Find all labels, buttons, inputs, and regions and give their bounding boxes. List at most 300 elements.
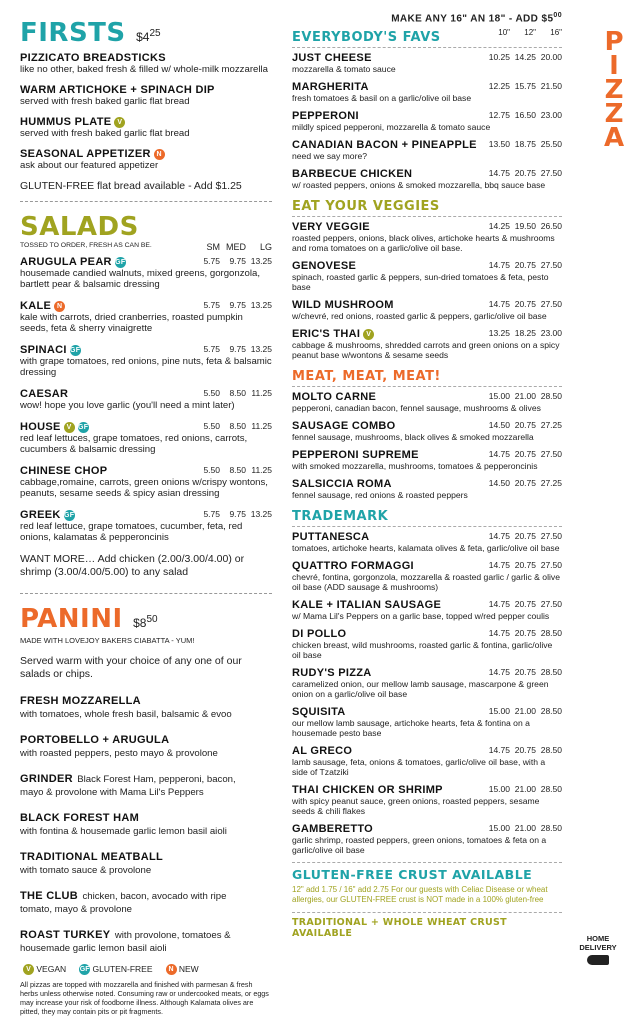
- price: 8.50: [229, 388, 246, 398]
- item-prices: [484, 81, 562, 91]
- item-name: PEPPERONI: [292, 110, 359, 123]
- gluten-free-icon: GF: [115, 258, 126, 266]
- price: 27.50: [540, 168, 562, 179]
- price: 14.25: [488, 221, 510, 232]
- item-prices: [484, 823, 562, 833]
- price: 15.00: [488, 706, 510, 717]
- item-prices: [484, 628, 562, 638]
- item-prices: [484, 391, 562, 401]
- item-desc: like no other, baked fresh & filled w/ whole-milk mozzarella: [20, 64, 268, 75]
- item-desc: wow! hope you love garlic (you'll need a mint later): [20, 400, 235, 411]
- salads-title: SALADS: [20, 212, 139, 242]
- item-prices: [484, 478, 562, 488]
- gf-crust-title: GLUTEN-FREE CRUST AVAILABLE: [292, 867, 533, 883]
- new-icon: N: [154, 149, 165, 160]
- vegan-icon: V: [363, 329, 374, 340]
- item-inline-desc: chicken, bacon, avocado with ripe: [82, 891, 227, 902]
- price: 13.25: [250, 300, 272, 310]
- price: 15.75: [514, 81, 536, 92]
- item-name: BLACK FOREST HAM: [20, 812, 140, 824]
- vegan-icon: V: [23, 964, 34, 975]
- price: 28.50: [540, 628, 562, 639]
- price: 27.50: [540, 260, 562, 271]
- item-name: MOLTO CARNE: [292, 391, 377, 404]
- legend-new: N NEW: [163, 964, 199, 975]
- item-name: SQUISITA: [292, 706, 346, 719]
- price: 19.50: [514, 221, 536, 232]
- price: 13.25: [250, 256, 272, 266]
- pizza-size: 16": [550, 28, 562, 38]
- salads-want-more: WANT MORE… Add chicken (2.00/3.00/4.00) or shrimp (3.00/4.00/5.00) to any salad: [20, 553, 245, 578]
- price: 5.50: [203, 421, 220, 431]
- legend-vegan: V VEGAN: [20, 964, 66, 975]
- price: 26.50: [540, 221, 562, 232]
- item-name: HUMMUS PLATE V: [20, 116, 272, 128]
- panini-item: [20, 808, 272, 837]
- menu-item: [20, 116, 272, 139]
- firsts-header: [20, 18, 272, 48]
- gluten-free-icon: GF: [63, 511, 75, 519]
- item-desc: tomato, mayo & provolone: [20, 904, 132, 915]
- item-desc: roasted peppers, onions, black olives, artichoke hearts & mushrooms and roma tomatoes on a garlic/olive oil base.: [292, 233, 555, 254]
- price: 15.00: [488, 784, 510, 795]
- price: 21.00: [514, 784, 536, 795]
- price: 5.75: [203, 344, 220, 354]
- item-desc: kale with carrots, dried cranberries, roasted pumpkin seeds, feta & sherry vinaigrette: [20, 312, 243, 334]
- panini-header: [20, 604, 272, 634]
- size-sm: SM: [206, 242, 220, 252]
- pizza-section-header: [292, 28, 562, 48]
- salad-item: [20, 256, 272, 290]
- item-desc: chicken breast, wild mushrooms, roasted garlic & fontina, garlic/olive oil base: [292, 640, 553, 661]
- item-prices: [484, 449, 562, 459]
- pointing-hand-icon: [587, 955, 609, 965]
- pizza-item: [292, 449, 562, 471]
- pizza-item: [292, 221, 562, 253]
- item-name: KALE + ITALIAN SAUSAGE: [292, 599, 442, 612]
- panini-item: [20, 886, 272, 915]
- pizza-item: [292, 628, 562, 660]
- pizza-item: [292, 139, 562, 161]
- item-desc: our mellow lamb sausage, artichoke hearts, feta & fontina on a housemade pesto base: [292, 718, 530, 739]
- price: 27.50: [540, 531, 562, 542]
- item-name: HOUSE V GF: [20, 421, 89, 433]
- price: 14.75: [488, 628, 510, 639]
- salads-header: [20, 212, 272, 242]
- price: 10.25: [488, 52, 510, 63]
- item-desc: chevré, fontina, gorgonzola, mozzarella & roasted garlic / garlic & olive oil base (ADD sausage & mushrooms): [292, 572, 560, 593]
- new-icon: N: [166, 964, 177, 975]
- item-prices: [484, 139, 562, 149]
- item-desc: with roasted peppers, pesto mayo & provolone: [20, 748, 218, 759]
- item-name: SEASONAL APPETIZER N: [20, 148, 272, 160]
- price: 28.50: [540, 823, 562, 834]
- item-prices: [484, 299, 562, 309]
- new-icon: N: [54, 301, 65, 312]
- item-name: CHINESE CHOP: [20, 465, 108, 477]
- item-name: PIZZICATO BREADSTICKS: [20, 52, 166, 64]
- panini-title: PANINI: [20, 604, 123, 634]
- panini-list: [20, 691, 272, 954]
- item-desc: with grape tomatoes, red onions, pine nuts, feta & balsamic dressing: [20, 356, 272, 378]
- item-name: BARBECUE CHICKEN: [292, 168, 413, 181]
- item-prices: [484, 52, 562, 62]
- pizza-item: [292, 706, 562, 738]
- price: 14.75: [488, 531, 510, 542]
- gf-crust-desc: 12" add 1.75 / 16" add 2.75 For our guests with Celiac Disease or wheat allergies, our GLUTEN-FREE crust is NOT made in a 100% gluten-free: [292, 885, 548, 904]
- right-column: [292, 12, 562, 939]
- item-desc: with smoked mozzarella, mushrooms, tomatoes & pepperoncinis: [292, 461, 538, 472]
- item-desc: housemade candied walnuts, mixed greens, gorgonzola, bartlett pear & balsamic dressing: [20, 268, 260, 290]
- item-name: THAI CHICKEN OR SHRIMP: [292, 784, 443, 797]
- salads-list: [20, 256, 272, 543]
- price: 20.75: [514, 478, 536, 489]
- price: 8.50: [229, 465, 246, 475]
- item-desc: served with fresh baked garlic flat bread: [20, 96, 190, 107]
- item-desc: with fontina & housemade garlic lemon basil aioli: [20, 826, 227, 837]
- price: 13.50: [488, 139, 510, 150]
- price: 14.25: [514, 52, 536, 63]
- item-name: GENOVESE: [292, 260, 357, 273]
- panini-item: [20, 730, 272, 759]
- traditional-crust: TRADITIONAL + WHOLE WHEAT CRUST AVAILABLE: [292, 912, 562, 939]
- pizza-item: [292, 531, 562, 553]
- item-desc: fennel sausage, mushrooms, black olives & smoked mozzarella: [292, 432, 534, 443]
- price: 13.25: [250, 509, 272, 519]
- salad-item: [20, 300, 272, 334]
- price: 5.75: [203, 300, 220, 310]
- pizza-item: [292, 478, 562, 500]
- price: 28.50: [540, 667, 562, 678]
- panini-subtitle: MADE WITH LOVEJOY BAKERS CIABATTA - YUM!: [20, 636, 195, 645]
- item-name: VERY VEGGIE: [292, 221, 370, 234]
- top-banner: MAKE ANY 16" AN 18" - ADD $\$5^{00}$: [391, 12, 562, 25]
- price: 20.75: [514, 599, 536, 610]
- pizza-item: [292, 391, 562, 413]
- price: 14.75: [488, 560, 510, 571]
- price: 27.50: [540, 560, 562, 571]
- price: 27.50: [540, 299, 562, 310]
- item-desc: w/ Mama Lil's Peppers on a garlic base, topped w/red pepper coulis: [292, 611, 550, 622]
- pizza-section-title: EVERYBODY'S FAVS: [292, 30, 441, 46]
- salads-subheader: [20, 242, 272, 252]
- item-desc: lamb sausage, feta, onions & tomatoes, garlic/olive oil base, with a side of Tzatziki: [292, 757, 546, 778]
- firsts-price: $\$4^{25}$: [136, 28, 161, 44]
- item-prices: [484, 560, 562, 570]
- price: 5.50: [203, 388, 220, 398]
- price: 27.25: [540, 478, 562, 489]
- item-prices: [484, 745, 562, 755]
- item-desc: garlic shrimp, roasted peppers, green onions, tomatoes & feta on a garlic/olive oil base: [292, 835, 547, 856]
- item-desc: red leaf lettuce, grape tomatoes, cucumber, feta, red onions, kalamatas & pepperoncinis: [20, 521, 243, 543]
- panini-item: [20, 691, 272, 720]
- item-inline-desc: with provolone, tomatoes &: [114, 930, 231, 941]
- price: 28.50: [540, 391, 562, 402]
- item-prices: [484, 110, 562, 120]
- item-prices: [194, 509, 272, 519]
- pizza-item: [292, 168, 562, 190]
- pizza-size: 10": [498, 28, 510, 38]
- pizza-section-title: TRADEMARK: [292, 509, 389, 525]
- item-desc: cabbage & mushrooms, shredded carrots and green onions on a spicy peanut base w/wontons & sesame seeds: [292, 340, 560, 361]
- pizza-item: [292, 599, 562, 621]
- panini-item: [20, 925, 272, 954]
- price: 28.50: [540, 784, 562, 795]
- item-prices: [484, 599, 562, 609]
- price: 11.25: [251, 388, 272, 398]
- item-inline-desc: Black Forest Ham, pepperoni, bacon,: [77, 774, 236, 785]
- price: 16.50: [514, 110, 536, 121]
- item-name: THE CLUB: [20, 890, 79, 902]
- item-name: KALE N: [20, 300, 65, 312]
- left-column: [20, 18, 272, 1016]
- vegan-icon: V: [114, 117, 125, 128]
- price: 9.75: [229, 300, 246, 310]
- price: 20.75: [514, 560, 536, 571]
- item-prices: [484, 420, 562, 430]
- price: 12.75: [488, 110, 510, 121]
- price: 21.00: [514, 823, 536, 834]
- salad-item: [20, 465, 272, 499]
- item-prices: [194, 465, 272, 475]
- price: 5.75: [203, 256, 220, 266]
- price: 20.75: [514, 299, 536, 310]
- price: 9.75: [229, 509, 246, 519]
- fine-print: All pizzas are topped with mozzarella and finished with parmesan & fresh herbs unless otherwise noted. Consuming raw or undercooked meats, or eggs may increase your risk of foodborne illness. Although Kalamata olives are pitted, they may contain pits or pit fragments.: [20, 980, 269, 1016]
- item-name: WARM ARTICHOKE + SPINACH DIP: [20, 84, 215, 96]
- item-name: PORTOBELLO + ARUGULA: [20, 734, 170, 746]
- item-desc: mayo & provolone with Mama Lil's Peppers: [20, 787, 204, 798]
- price: 28.50: [540, 745, 562, 756]
- price: 14.75: [488, 168, 510, 179]
- price: 14.75: [488, 667, 510, 678]
- item-name: MARGHERITA: [292, 81, 369, 94]
- item-desc: mildly spiced pepperoni, mozzarella & tomato sauce: [292, 122, 491, 133]
- item-prices: [194, 388, 272, 398]
- pizza-item: [292, 260, 562, 292]
- size-lg: LG: [259, 242, 272, 252]
- item-name: JUST CHEESE: [292, 52, 372, 65]
- item-name: DI POLLO: [292, 628, 347, 641]
- pizza-item: [292, 560, 562, 592]
- divider: [20, 593, 272, 594]
- salad-item: [20, 388, 272, 411]
- price: 14.75: [488, 599, 510, 610]
- firsts-list: [20, 52, 272, 171]
- salad-item: [20, 344, 272, 378]
- item-name: CAESAR: [20, 388, 69, 400]
- price: 20.75: [514, 745, 536, 756]
- pizza-item: [292, 110, 562, 132]
- gluten-free-icon: GF: [79, 966, 90, 974]
- price: 5.75: [203, 509, 220, 519]
- item-desc: tomatoes, artichoke hearts, kalamata olives & feta, garlic/olive oil base: [292, 543, 560, 554]
- pizza-item: [292, 784, 562, 816]
- item-name: CANADIAN BACON + PINEAPPLE: [292, 139, 477, 152]
- legend-gluten-free: GF GLUTEN-FREE: [79, 964, 153, 974]
- item-name: ROAST TURKEY: [20, 929, 111, 941]
- item-desc: with spicy peanut sauce, green onions, roasted peppers, sesame seeds & chili flakes: [292, 796, 540, 817]
- price: 20.75: [514, 531, 536, 542]
- panini-price: $\$8^{50}$: [133, 614, 158, 630]
- price: 11.25: [251, 421, 272, 431]
- price: 21.50: [540, 81, 562, 92]
- price: 18.75: [514, 139, 536, 150]
- pizza-item: [292, 745, 562, 777]
- item-prices: [484, 328, 562, 338]
- price: 20.75: [514, 667, 536, 678]
- price: 9.75: [229, 256, 246, 266]
- pizza-item: [292, 420, 562, 442]
- item-desc: pepperoni, canadian bacon, fennel sausage, mushrooms & olives: [292, 403, 541, 414]
- price: 15.00: [488, 823, 510, 834]
- price: 21.00: [514, 706, 536, 717]
- price: 18.25: [514, 328, 536, 339]
- price: 20.75: [514, 420, 536, 431]
- legend: [20, 964, 272, 975]
- pizza-item: [292, 81, 562, 103]
- item-name: FRESH MOZZARELLA: [20, 695, 141, 707]
- item-name: SALSICCIA ROMA: [292, 478, 392, 491]
- price: 25.50: [540, 139, 562, 150]
- item-desc: housemade garlic lemon basil aioli: [20, 943, 167, 954]
- pizza-item: [292, 52, 562, 74]
- price: 27.25: [540, 420, 562, 431]
- pizza-item: [292, 823, 562, 855]
- price: 27.50: [540, 449, 562, 460]
- price: 14.75: [488, 745, 510, 756]
- item-prices: [194, 421, 272, 431]
- item-desc: caramelized onion, our mellow lamb sausage, mascarpone & green onion on a garlic/olive oil base: [292, 679, 549, 700]
- item-desc: fresh tomatoes & basil on a garlic/olive oil base: [292, 93, 472, 104]
- item-desc: spinach, roasted garlic & peppers, sun-dried tomatoes & feta, pesto base: [292, 272, 549, 293]
- salad-item: [20, 509, 272, 543]
- price: 12.25: [488, 81, 510, 92]
- item-name: GRINDER: [20, 773, 73, 785]
- pizza-section-title: EAT YOUR VEGGIES: [292, 199, 440, 215]
- price: 14.75: [488, 260, 510, 271]
- pizza-section-title: MEAT, MEAT, MEAT!: [292, 369, 441, 385]
- item-desc: ask about our featured appetizer: [20, 160, 159, 171]
- item-prices: [484, 706, 562, 716]
- firsts-title: FIRSTS: [20, 18, 126, 48]
- price: 20.75: [514, 168, 536, 179]
- gf-crust-box: [292, 862, 562, 904]
- item-prices: [484, 784, 562, 794]
- price: 20.00: [540, 52, 562, 63]
- price: 27.50: [540, 599, 562, 610]
- item-prices: [194, 300, 272, 310]
- price: 20.75: [514, 449, 536, 460]
- price: 28.50: [540, 706, 562, 717]
- divider: [20, 201, 272, 202]
- salad-item: [20, 421, 272, 455]
- pizza-vertical-title: P I Z Z A: [603, 27, 625, 153]
- pizza-sections: [292, 28, 562, 855]
- pizza-section-header: [292, 197, 562, 217]
- item-desc: with tomato sauce & provolone: [20, 865, 152, 876]
- item-name: SAUSAGE COMBO: [292, 420, 396, 433]
- price: 14.50: [488, 478, 510, 489]
- price: 15.00: [488, 391, 510, 402]
- pizza-item: [292, 299, 562, 321]
- pizza-section-header: [292, 507, 562, 527]
- item-name: SPINACI GF: [20, 344, 81, 356]
- gluten-free-icon: GF: [70, 346, 81, 354]
- menu-item: [20, 84, 272, 107]
- firsts-gf-note: GLUTEN-FREE flat bread available - Add $1.25: [20, 180, 242, 192]
- item-desc: need we say more?: [292, 151, 367, 162]
- price: 20.75: [514, 628, 536, 639]
- salads-subtitle: TOSSED TO ORDER, FRESH AS CAN BE.: [20, 242, 152, 249]
- item-prices: [484, 221, 562, 231]
- price: 23.00: [540, 110, 562, 121]
- item-name: WILD MUSHROOM: [292, 299, 394, 312]
- item-desc: red leaf lettuces, grape tomatoes, red onions, carrots, cucumbers & balsamic dressing: [20, 433, 248, 455]
- item-prices: [484, 531, 562, 541]
- panini-intro: Served warm with your choice of any one of our salads or chips.: [20, 655, 242, 680]
- pizza-section-header: [292, 367, 562, 387]
- price: 11.25: [251, 465, 272, 475]
- item-name: ERIC'S THAI V: [292, 328, 374, 340]
- price: 5.50: [203, 465, 220, 475]
- item-prices: [484, 667, 562, 677]
- item-desc: with tomatoes, whole fresh basil, balsamic & evoo: [20, 709, 232, 720]
- pizza-size-headers: [484, 28, 562, 37]
- home-delivery: HOME DELIVERY: [576, 934, 620, 967]
- item-desc: mozzarella & tomato sauce: [292, 64, 396, 75]
- item-name: ARUGULA PEAR GF: [20, 256, 126, 268]
- panini-item: [20, 847, 272, 876]
- item-desc: served with fresh baked garlic flat bread: [20, 128, 190, 139]
- size-med: MED: [226, 242, 246, 252]
- pizza-item: [292, 667, 562, 699]
- salad-size-headers: [194, 242, 272, 252]
- item-desc: cabbage,romaine, carrots, green onions w/crispy wontons, peanuts, sesame seeds & spicy asian dressing: [20, 477, 268, 499]
- item-name: AL GRECO: [292, 745, 353, 758]
- price: 20.75: [514, 260, 536, 271]
- price: 8.50: [229, 421, 246, 431]
- price: 13.25: [488, 328, 510, 339]
- item-name: TRADITIONAL MEATBALL: [20, 851, 164, 863]
- item-prices: [484, 168, 562, 178]
- item-name: GREEK GF: [20, 509, 75, 521]
- menu-item: [20, 52, 272, 75]
- pizza-item: [292, 328, 562, 360]
- item-prices: [484, 260, 562, 270]
- price: 14.75: [488, 449, 510, 460]
- item-prices: [194, 256, 272, 266]
- item-name: PUTTANESCA: [292, 531, 370, 544]
- item-desc: w/ roasted peppers, onions & smoked mozzarella, bbq sauce base: [292, 180, 546, 191]
- vegan-icon: V: [64, 422, 75, 433]
- item-name: PEPPERONI SUPREME: [292, 449, 419, 462]
- price: 23.00: [540, 328, 562, 339]
- pizza-size: 12": [524, 28, 536, 38]
- item-name: RUDY'S PIZZA: [292, 667, 372, 680]
- gluten-free-icon: GF: [77, 423, 89, 431]
- price: 9.75: [229, 344, 246, 354]
- price: 13.25: [250, 344, 272, 354]
- item-desc: w/chevré, red onions, roasted garlic & peppers, garlic/olive oil base: [292, 311, 547, 322]
- panini-item: [20, 769, 272, 798]
- item-desc: fennel sausage, red onions & roasted peppers: [292, 490, 468, 501]
- item-name: QUATTRO FORMAGGI: [292, 560, 414, 573]
- price: 21.00: [514, 391, 536, 402]
- price: 14.50: [488, 420, 510, 431]
- price: 14.75: [488, 299, 510, 310]
- item-name: GAMBERETTO: [292, 823, 374, 836]
